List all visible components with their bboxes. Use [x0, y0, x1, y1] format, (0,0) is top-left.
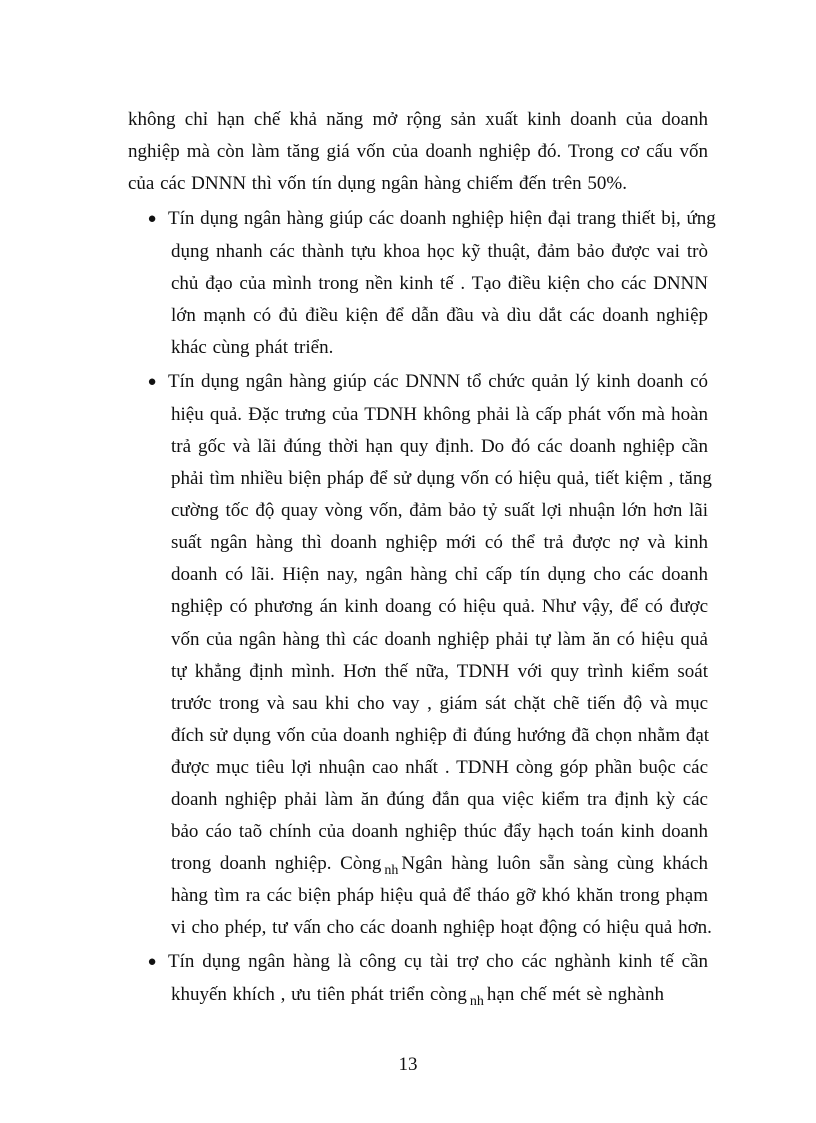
- paragraph-line: không chỉ hạn chế khả năng mở rộng sản xuất kinh doanh của doanh: [128, 109, 708, 130]
- bullet-line: nghiệp có phương án kinh doang có hiệu quả. Như vậy, để có được: [171, 596, 708, 617]
- bullet-marker: ●: [147, 954, 157, 970]
- bullet-line: hiệu quả. Đặc trưng của TDNH không phải là cấp phát vốn mà hoàn: [171, 404, 708, 425]
- bullet-line: Tín dụng ngân hàng giúp các doanh nghiệp hiện đại trang thiết bị, ứng: [168, 208, 716, 229]
- bullet-line: Tín dụng ngân hàng là công cụ tài trợ cho các nghành kinh tế cần: [168, 951, 708, 972]
- bullet-line: phải tìm nhiều biện pháp để sử dụng vốn có hiệu quả, tiết kiệm , tăng: [171, 468, 712, 489]
- bullet-line-with-subscript: [171, 852, 708, 878]
- bullet-marker: ●: [147, 374, 157, 390]
- bullet-line: suất ngân hàng thì doanh nghiệp mới có thể trả được nợ và kinh: [171, 532, 708, 553]
- paragraph-line: nghiệp mà còn làm tăng giá vốn của doanh nghiệp đó. Trong cơ cấu vốn: [128, 141, 708, 162]
- subscript-text: nh: [469, 994, 484, 1009]
- line-text-after: hạn chế mét sè nghành: [486, 984, 664, 1005]
- bullet-line: trả gốc và lãi đúng thời hạn quy định. Do đó các doanh nghiệp cần: [171, 436, 708, 457]
- paragraph-line: của các DNNN thì vốn tín dụng ngân hàng chiếm đến trên 50%.: [128, 173, 628, 194]
- bullet-line: doanh nghiệp phải làm ăn đúng đắn qua việc kiểm tra định kỳ các: [171, 789, 708, 810]
- bullet-line: tự khẳng định mình. Hơn thế nữa, TDNH với quy trình kiểm soát: [171, 661, 708, 682]
- line-text-after: Ngân hàng luôn sẵn sàng cùng khách: [401, 853, 708, 874]
- line-text-before: trong doanh nghiệp. Còng: [171, 853, 382, 874]
- bullet-line: lớn mạnh có đủ điều kiện để dẫn đầu và dìu dắt các doanh nghiệp: [171, 305, 708, 326]
- bullet-line: bảo cáo taõ chính của doanh nghiệp thúc đẩy hạch toán kinh doanh: [171, 821, 708, 842]
- bullet-line: trước trong và sau khi cho vay , giám sát chặt chẽ tiến độ và mục: [171, 693, 708, 714]
- line-text-before: khuyến khích , ưu tiên phát triển còng: [171, 984, 467, 1005]
- bullet-line: khác cùng phát triển.: [171, 337, 334, 358]
- bullet-line: hàng tìm ra các biện pháp hiệu quả để tháo gỡ khó khăn trong phạm: [171, 885, 708, 906]
- subscript-text: nh: [384, 863, 399, 878]
- bullet-line: vi cho phép, tư vấn cho các doanh nghiệp hoạt động có hiệu quả hơn.: [171, 917, 712, 938]
- bullet-line: cường tốc độ quay vòng vốn, đảm bảo tỷ suất lợi nhuận lớn hơn lãi: [171, 500, 708, 521]
- page-number: 13: [398, 1054, 418, 1075]
- bullet-line: Tín dụng ngân hàng giúp các DNNN tổ chức quản lý kinh doanh có: [168, 371, 708, 392]
- bullet-line: được mục tiêu lợi nhuận cao nhất . TDNH còng góp phần buộc các: [171, 757, 708, 778]
- bullet-line-with-subscript: [171, 983, 708, 1009]
- bullet-line: doanh có lãi. Hiện nay, ngân hàng chỉ cấp tín dụng cho các doanh: [171, 564, 708, 585]
- bullet-line: dụng nhanh các thành tựu khoa học kỹ thuật, đảm bảo được vai trò: [171, 241, 708, 262]
- bullet-line: vốn của ngân hàng thì các doanh nghiệp phải tự làm ăn có hiệu quả: [171, 629, 708, 650]
- bullet-line: chủ đạo của mình trong nền kinh tế . Tạo điều kiện cho các DNNN: [171, 273, 708, 294]
- bullet-line: đích sử dụng vốn của doanh nghiệp đi đúng hướng đã chọn nhằm đạt: [171, 725, 710, 746]
- bullet-marker: ●: [147, 211, 157, 227]
